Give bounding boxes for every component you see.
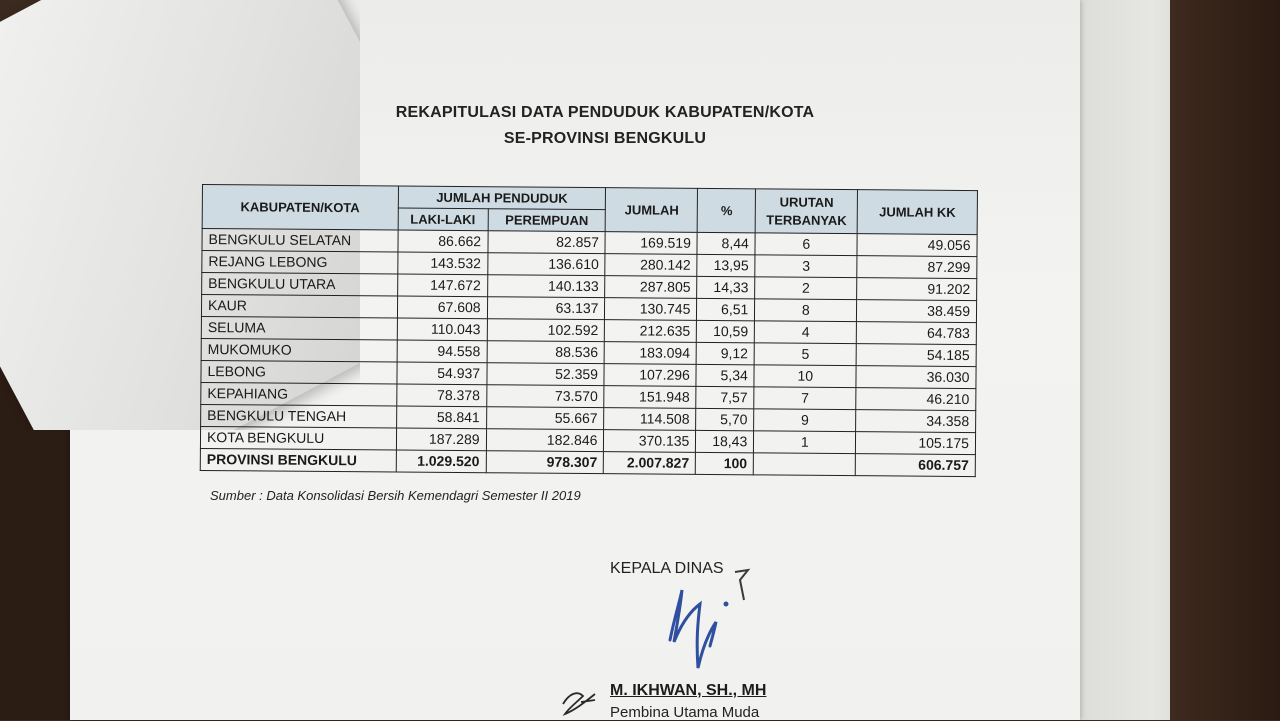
total-cell-kabupaten: PROVINSI BENGKULU (200, 448, 396, 472)
cell-jumlah: 169.519 (605, 232, 697, 255)
cell-perempuan: 82.857 (488, 231, 606, 254)
document-title: REKAPITULASI DATA PENDUDUK KABUPATEN/KOTA (395, 104, 815, 121)
cell-laki: 143.532 (397, 252, 487, 275)
cell-persen: 9,12 (696, 342, 754, 364)
cell-urutan: 1 (754, 431, 856, 454)
cell-persen: 8,44 (697, 232, 755, 254)
cell-laki: 86.662 (398, 230, 488, 253)
header-urutan-line2: TERBANYAK (766, 211, 847, 228)
cell-urutan: 9 (754, 409, 856, 432)
cell-kk: 46.210 (856, 388, 976, 411)
cell-laki: 58.841 (396, 406, 486, 429)
cell-urutan: 8 (755, 299, 857, 322)
cell-jumlah: 212.635 (605, 320, 697, 343)
header-kabupaten: KABUPATEN/KOTA (202, 185, 398, 231)
cell-perempuan: 73.570 (486, 385, 604, 408)
header-urutan-line1: URUTAN (779, 194, 834, 210)
cell-persen: 18,43 (696, 430, 754, 452)
source-note: Sumber : Data Konsolidasi Bersih Kemendagri Semester II 2019 (210, 488, 581, 503)
document-subtitle: SE-PROVINSI BENGKULU (503, 130, 707, 147)
cell-perempuan: 55.667 (486, 407, 604, 430)
cell-perempuan: 182.846 (486, 429, 604, 452)
cell-persen: 10,59 (697, 320, 755, 342)
cell-kk: 38.459 (857, 300, 977, 323)
cell-jumlah: 151.948 (604, 386, 696, 409)
cell-kabupaten: BENGKULU UTARA (202, 273, 398, 297)
cell-urutan: 10 (754, 365, 856, 388)
cell-kabupaten: BENGKULU SELATAN (202, 229, 398, 253)
cell-kabupaten: MUKOMUKO (201, 338, 397, 362)
signatory-name: M. IKHWAN, SH., MH (610, 682, 767, 699)
table-body (200, 229, 977, 477)
cell-jumlah: 114.508 (604, 408, 696, 431)
total-cell-urutan (754, 453, 856, 476)
total-cell-jumlah: 2.007.827 (604, 452, 696, 475)
cell-kk: 54.185 (856, 344, 976, 367)
total-cell-perempuan: 978.307 (486, 451, 604, 474)
cell-jumlah: 107.296 (604, 364, 696, 387)
cell-kabupaten: BENGKULU TENGAH (201, 404, 397, 428)
cell-urutan: 6 (755, 233, 857, 256)
cell-kk: 105.175 (856, 432, 976, 455)
cell-kk: 91.202 (857, 278, 977, 301)
cell-urutan: 7 (754, 387, 856, 410)
total-cell-laki: 1.029.520 (396, 450, 486, 473)
signatory-rank: Pembina Utama Muda (610, 704, 760, 721)
cell-urutan: 2 (755, 277, 857, 300)
cell-perempuan: 88.536 (487, 341, 605, 364)
cell-kk: 49.056 (857, 234, 977, 257)
cell-kabupaten: KOTA BENGKULU (200, 426, 396, 450)
header-jumlah: JUMLAH (606, 188, 698, 233)
population-table (200, 184, 978, 477)
cell-perempuan: 63.137 (487, 297, 605, 320)
signatory-position: KEPALA DINAS (610, 560, 724, 577)
cell-urutan: 3 (755, 255, 857, 278)
total-cell-kk: 606.757 (855, 454, 975, 477)
cell-jumlah: 130.745 (605, 298, 697, 321)
cell-kabupaten: LEBONG (201, 360, 397, 384)
header-kk: JUMLAH KK (857, 190, 977, 235)
cell-kabupaten: KEPAHIANG (201, 382, 397, 406)
cell-kabupaten: KAUR (201, 295, 397, 319)
cell-perempuan: 136.610 (487, 253, 605, 276)
cell-jumlah: 370.135 (604, 430, 696, 453)
handwritten-signature (640, 560, 780, 680)
cell-laki: 147.672 (397, 274, 487, 297)
cell-laki: 187.289 (396, 428, 486, 451)
cell-kk: 64.783 (857, 322, 977, 345)
initial-paraf (555, 680, 615, 720)
cell-perempuan: 140.133 (487, 275, 605, 298)
cell-perempuan: 102.592 (487, 319, 605, 342)
cell-perempuan: 52.359 (487, 363, 605, 386)
cell-persen: 6,51 (697, 298, 755, 320)
cell-persen: 5,70 (696, 408, 754, 430)
header-jumlah-penduduk: JUMLAH PENDUDUK (398, 186, 606, 210)
header-laki: LAKI-LAKI (398, 208, 488, 231)
cell-persen: 13,95 (697, 254, 755, 276)
cell-persen: 7,57 (696, 386, 754, 408)
cell-laki: 54.937 (397, 362, 487, 385)
cell-kk: 36.030 (856, 366, 976, 389)
cell-urutan: 5 (754, 343, 856, 366)
cell-laki: 94.558 (397, 340, 487, 363)
header-persen: % (697, 188, 755, 232)
cell-jumlah: 183.094 (605, 342, 697, 365)
cell-laki: 78.378 (396, 384, 486, 407)
cell-laki: 67.608 (397, 296, 487, 319)
cell-kabupaten: REJANG LEBONG (202, 251, 398, 275)
cell-kabupaten: SELUMA (201, 316, 397, 340)
total-cell-persen: 100 (696, 452, 754, 474)
cell-urutan: 4 (755, 321, 857, 344)
desk-surface-right (1170, 0, 1280, 720)
cell-kk: 87.299 (857, 256, 977, 279)
header-perempuan: PEREMPUAN (488, 209, 606, 232)
cell-persen: 14,33 (697, 276, 755, 298)
cell-persen: 5,34 (696, 364, 754, 386)
cell-laki: 110.043 (397, 318, 487, 341)
cell-kk: 34.358 (856, 410, 976, 433)
cell-jumlah: 280.142 (605, 254, 697, 277)
cell-jumlah: 287.805 (605, 276, 697, 299)
header-urutan (755, 189, 857, 234)
